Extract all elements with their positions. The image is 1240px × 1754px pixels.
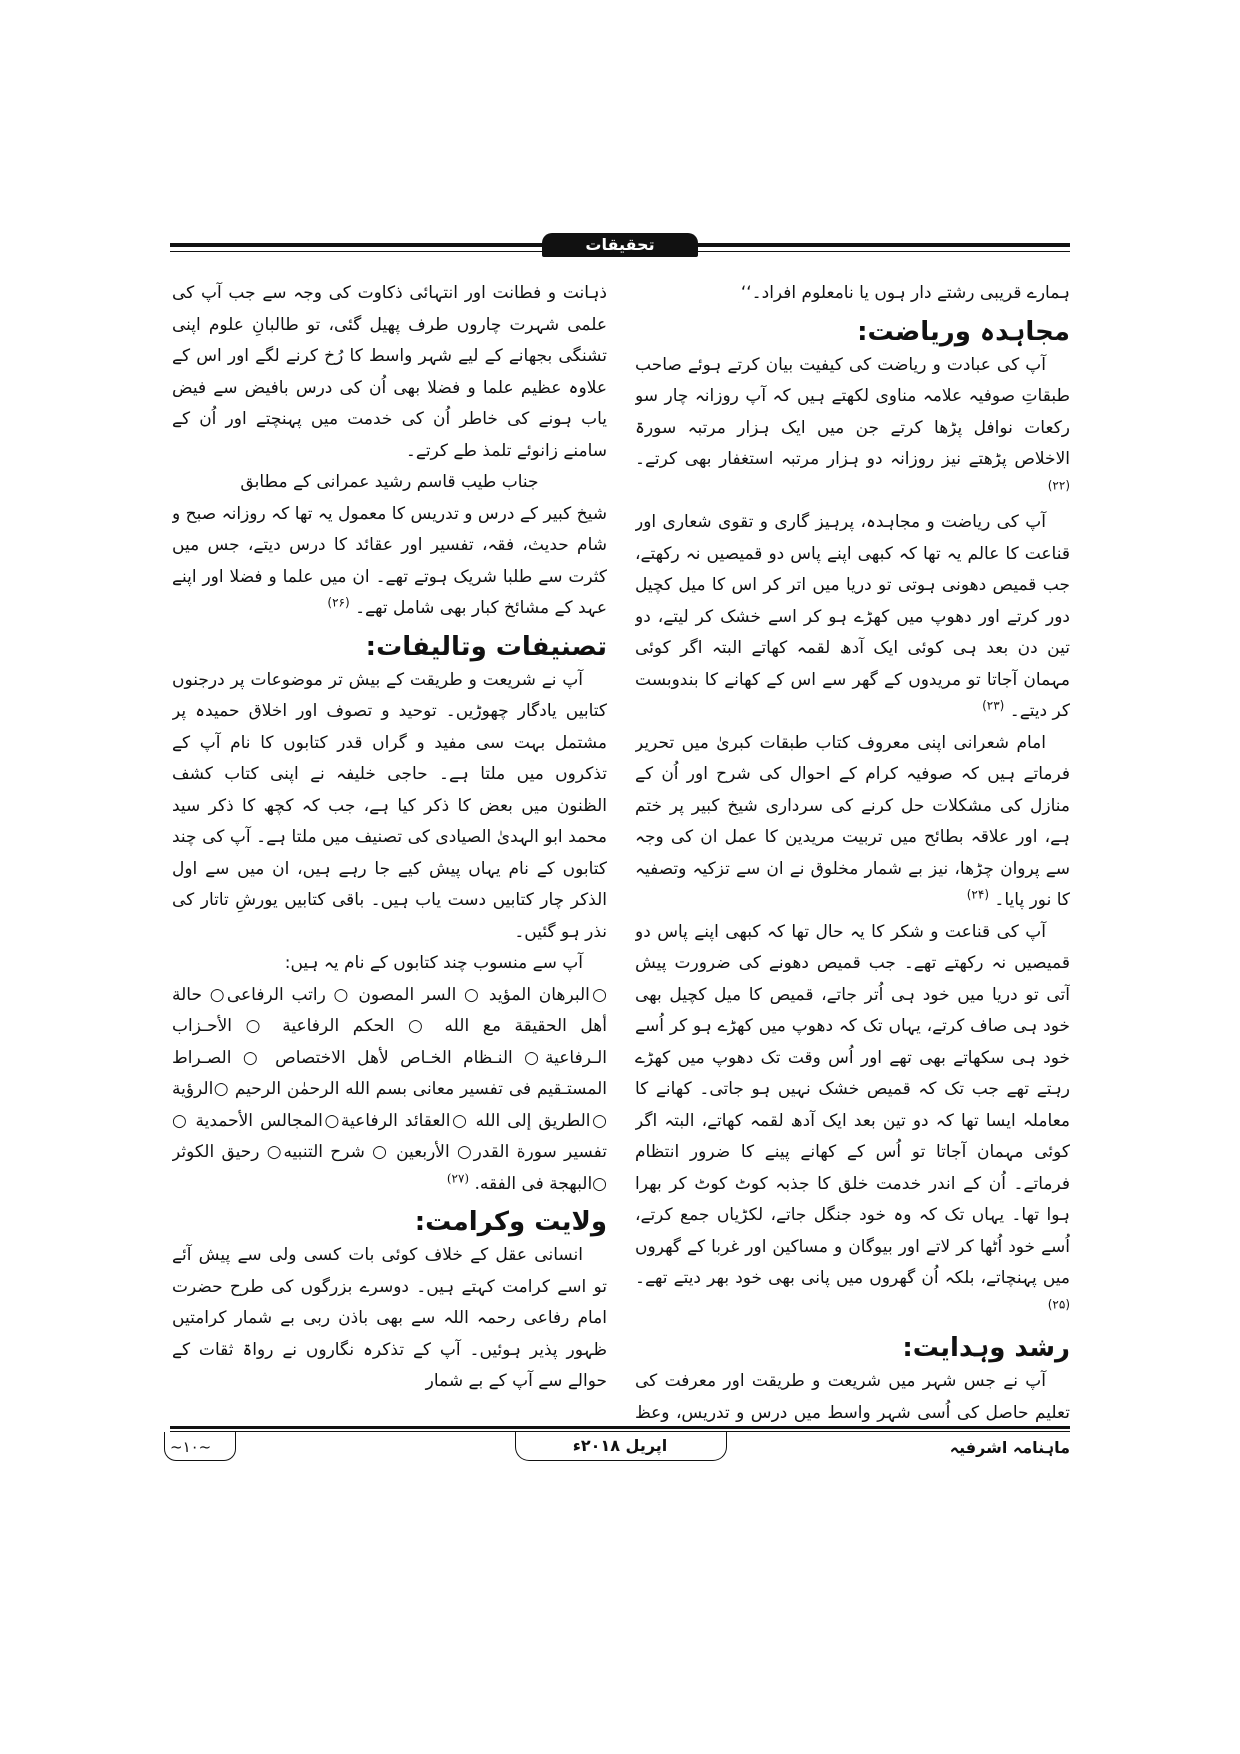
paragraph: ذہانت و فطانت اور انتہائی ذکاوت کی وجہ سے جب آپ کی علمی شہرت چاروں طرف پھیل گئی، تو طالبانِ علوم اپنی تشنگی بجھانے کے لیے شہر واسط کا رُخ کرنے لگے اور اس کے علاوہ عظیم علما و فضلا بھی اُن کی درس بافیض سے فیض یاب ہونے کی خاطر اُن کی خدمت میں پہنچتے اور اُن کے سامنے زانوئے تلمذ طے کرتے۔: [172, 283, 607, 461]
header-thin-rule-left: [170, 251, 542, 252]
paragraph: آپ نے شریعت و طریقت کے بیش تر موضوعات پر درجنوں کتابیں یادگار چھوڑیں۔ توحید و تصوف اور اخلاق حمیدہ پر مشتمل بہت سی مفید و گراں قدر کتابوں کا نام آپ کے تذکروں میں ملتا ہے۔ حاجی خلیفہ نے اپنی کتاب کشف الظنون میں بعض کا ذکر کیا ہے، جب کہ کچھ کا ذکر سید محمد ابو الہدیٰ الصیادی کی تصنیف میں ملتا ہے۔ آپ کی چند کتابوں کے نام یہاں پیش کیے جا رہے ہیں، ان میں سے اول الذکر چار کتابیں دست یاب ہیں۔ باقی کتابیں یورشِ تاتار کی نذر ہو گئیں۔: [172, 669, 607, 942]
section-heading-mujahida: مجاہدہ وریاضت:: [857, 316, 1070, 347]
paragraph-text: آپ کی عبادت و ریاضت کی کیفیت بیان کرتے ہوئے صاحب طبقاتِ صوفیہ علامہ مناوی لکھتے ہیں کہ آپ روزانہ چار سو رکعات نوافل پڑھا کرتے جن میں ایک ہزار مرتبہ سورۃ الاخلاص پڑھتے نیز روزانہ دو ہزار مرتبہ استغفار بھی کرتے۔: [635, 354, 1070, 469]
paragraph: [172, 499, 607, 625]
paragraph-text: آپ کی قناعت و شکر کا یہ حال تھا کہ کبھی اپنے پاس دو قمیصیں نہ رکھتے تھے۔ جب قمیص دھونے کی ضرورت پیش آتی تو دریا میں خود ہی اُتر جاتے، قمیص کا میل کچیل بھی خود ہی صاف کرتے، یہاں تک کہ دھوپ میں کھڑے ہو کر اُسے خود ہی سکھاتے بھی تھے اور اُس وقت تک دھوپ میں کھڑے رہتے تھے جب تک کہ قمیص خشک نہیں ہو جاتی۔ کھانے کا معاملہ ایسا تھا کہ دو تین بعد ایک آدھ لقمہ کھاتے، البتہ اگر کوئی مہمان آجاتا تو اُس کے کھانے پینے کا ضرور انتظام فرماتے۔ اُن کے اندر خدمت خلق کا جذبہ کوٹ کوٹ کر بھرا ہوا تھا۔ یہاں تک کہ وہ خود جنگل جاتے، لکڑیاں جمع کرتے، اُسے خود اُٹھا کر لاتے اور بیوگان و مساکین اور غربا کے گھروں میں پہنچاتے، بلکہ اُن گھروں میں پانی بھی خود بھر دیتے تھے۔: [635, 921, 1070, 1288]
paragraph-text: آپ کی ریاضت و مجاہدہ، پرہیز گاری و تقوی شعاری اور قناعت کا عالم یہ تھا کہ کبھی اپنے پاس دو قمیصیں نہ رکھتے، جب قمیص دھونی ہوتی تو دریا میں اتر کر اس کا میل کچیل دور کرتے اور دھوپ میں کھڑے ہو کر اسے خشک کر لیتے، دو تین دن بعد ہی کوئی ایک آدھ لقمہ کھاتے البتہ اگر کوئی مہمان آجاتا تو مریدوں کے گھر سے اس کے کھانے کا بندوبست کر دیتے۔: [635, 512, 1070, 721]
section-heading-wilayat: ولایت وکرامت:: [414, 1207, 607, 1237]
paragraph: آپ نے جس شہر میں شریعت و طریقت اور معرفت کی تعلیم حاصل کی اُسی شہر واسط میں درس و تدریس، وعظ: [635, 1371, 1070, 1423]
issue-date: اپریل ۲۰۱۸ء: [572, 1436, 668, 1455]
page-number: ~۱۰~: [170, 1438, 212, 1456]
paragraph: [635, 917, 1070, 1327]
footnote-ref: (۲۵): [1047, 1296, 1070, 1311]
paragraph-text: امام شعرانی اپنی معروف کتاب طبقات کبریٰ میں تحریر فرماتے ہیں کہ صوفیہ کرام کے احوال کی شرح اور اُن کے منازل کی مشکلات حل کرنے کی سرداری شیخ کبیر پر ختم ہے، اور علاقہ بطائح میں تربیت مریدین کا عمل ان کی وجہ سے پروان چڑھا، نیز بے شمار مخلوق نے ان سے تزکیہ وتصفیہ کا نور پایا۔: [635, 732, 1070, 910]
header-rule-left: [170, 243, 542, 247]
section-header: [170, 233, 1070, 257]
quote-attribution: جناب طیب قاسم رشید عمرانی کے مطابق: [240, 472, 539, 492]
footnote-ref: (۲۴): [966, 887, 989, 902]
paragraph: [635, 728, 1070, 917]
footer-rule: [170, 1426, 1070, 1429]
book-list: [172, 980, 607, 1201]
paragraph: ہمارے قریبی رشتے دار ہوں یا نامعلوم افراد۔‘‘: [740, 283, 1070, 303]
section-heading-tasnifat: تصنیفات وتالیفات:: [365, 631, 607, 662]
header-rule-right: [698, 243, 1070, 247]
page-footer: [170, 1426, 1070, 1466]
magazine-name: ماہنامہ اشرفیہ: [949, 1438, 1070, 1457]
right-column: [635, 278, 1070, 1430]
paragraph-text: شیخ کبیر کے درس و تدریس کا معمول یہ تھا کہ روزانہ صبح و شام حدیث، فقہ، تفسیر اور عقائد کا درس دیتے، جس میں کثرت سے طلبا شریک ہوتے تھے۔ ان میں علما و فضلا اور اپنے عہد کے مشائخ کبار بھی شامل تھے۔: [172, 503, 607, 618]
paragraph: آپ سے منسوب چند کتابوں کے نام یہ ہیں:: [284, 953, 583, 973]
section-label: تحقیقات: [542, 233, 698, 257]
book-list-text: ○البرهان المؤيد ○ السر المصون ○ راتب الرفاعی○ حالة أهل الحقيقة مع الله ○ الحكم الرفاعية ○ الأحـزاب الـرفاعية○ النـظام الخـاص لأهل الاختصاص ○ الصـراط المستـقيم فی تفسير معانی بسم الله الرحمٰن الرحيم ○الرؤية ○الطريق إلى الله ○العقائد الرفاعية○المجالس الأحمدية ○ تفسير سورة القدر○ الأربعين ○ شرح التنبيه○ رحيق الكوثر ○البهجة فی الفقه.: [172, 984, 607, 1194]
paragraph: انسانی عقل کے خلاف کوئی بات کسی ولی سے پیش آئے تو اسے کرامت کہتے ہیں۔ دوسرے بزرگوں کی طرح حضرت امام رفاعی رحمہ اللہ سے بھی باذن ربی بے شمار کرامتیں ظہور پذیر ہوئیں۔ آپ کے تذکرہ نگاروں نے رواۃ ثقات کے حوالے سے آپ کے بے شمار: [172, 1245, 607, 1391]
footnote-ref: (۲۲): [1047, 477, 1070, 492]
paragraph: [635, 507, 1070, 728]
paragraph: [635, 350, 1070, 508]
footnote-ref: (۲۶): [327, 595, 350, 610]
header-thin-rule-right: [698, 251, 1070, 252]
footnote-ref: (۲۳): [982, 698, 1005, 713]
section-heading-rushd: رشد وہدایت:: [902, 1333, 1070, 1363]
footnote-ref: (۲۷): [446, 1170, 470, 1185]
left-column: [172, 278, 607, 1430]
